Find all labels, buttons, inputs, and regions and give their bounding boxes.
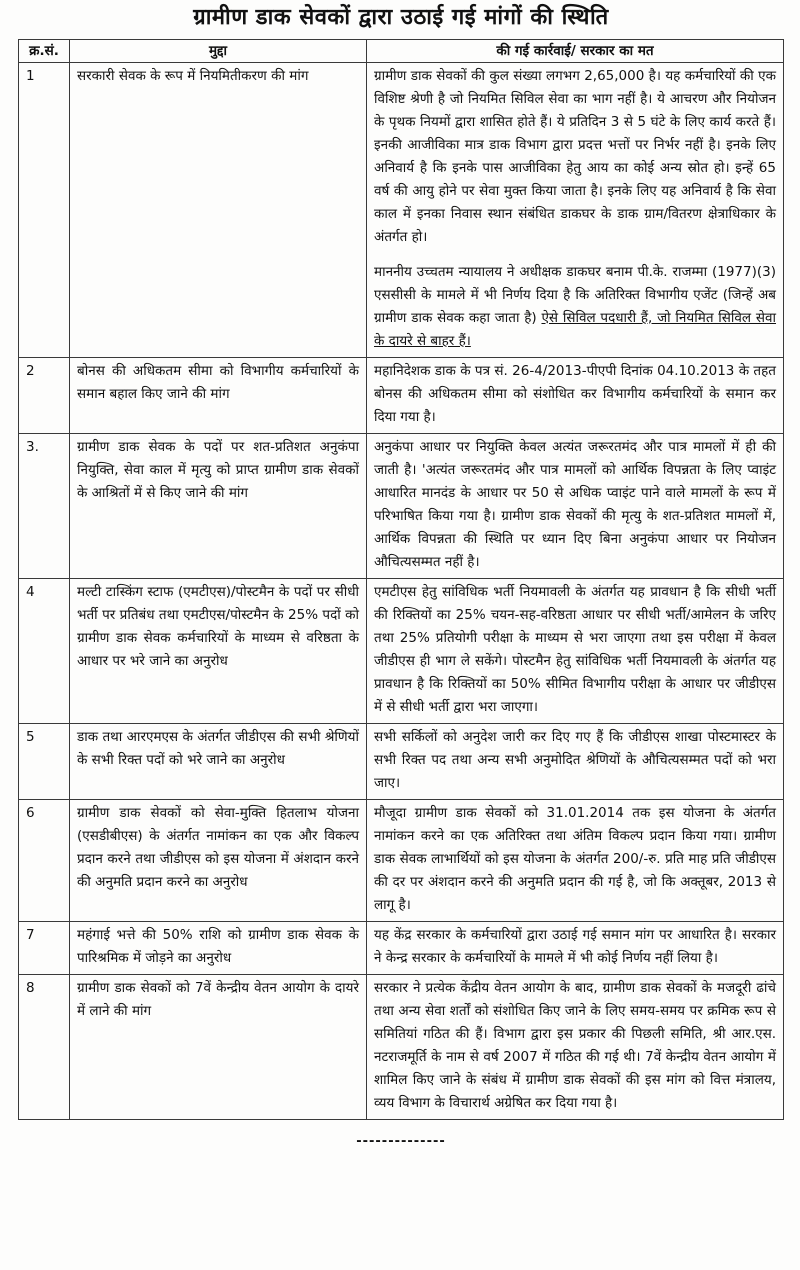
action-paragraph: सरकार ने प्रत्येक केंद्रीय वेतन आयोग के बाद, ग्रामीण डाक सेवकों के मजदूरी ढांचे तथा अन्य सेवा शर्तों को संशोधित किए जाने के लिए समय-समय पर क्रमिक रूप से समितियां गठित की हैं। विभाग द्वारा इस प्रकार की पिछली समिति, श्री आर.एस. नटराजमूर्ति के नाम से वर्ष 2007 में गठित की गई थी। 7वें केन्द्रीय वेतन आयोग में शामिल किए जाने के संबंध में ग्रामीण डाक सेवकों की इस मांग को वित्त मंत्रालय, व्यय विभाग के विचारार्थ अग्रेषित कर दिया गया है। <box>374 979 776 1111</box>
table-row <box>19 433 784 578</box>
row-serial-number: 8 <box>19 974 70 1119</box>
action-paragraph: अनुकंपा आधार पर नियुक्ति केवल अत्यंत जरूरतमंद और पात्र मामलों में ही की जाती है। 'अत्यंत जरूरतमंद और पात्र मामलों को आर्थिक विपन्नता के लिए प्वाइंट आधारित मानदंड के आधार पर 50 से अधिक प्वाइंट पाने वाले मामलों के रूप में परिभाषित किया गया है। ग्रामीण डाक सेवकों की मृत्यु के शत-प्रतिशत मामलों में, आर्थिक विपन्नता की स्थिति पर ध्यान दिए बिना अनुकंपा आधार पर नियोजन औचित्यसम्मत नहीं है। <box>374 438 776 570</box>
action-paragraph: महानिदेशक डाक के पत्र सं. 26-4/2013-पीएपी दिनांक 04.10.2013 के तहत बोनस की अधिकतम सीमा को संशोधित कर विभागीय कर्मचारियों के समान कर दिया गया है। <box>374 362 776 425</box>
table-row <box>19 799 784 921</box>
table-row <box>19 357 784 433</box>
row-serial-number: 3. <box>19 433 70 578</box>
row-issue-text: डाक तथा आरएमएस के अंतर्गत जीडीएस की सभी श्रेणियों के सभी रिक्त पदों को भरे जाने का अनुरोध <box>70 723 367 799</box>
action-paragraph: एमटीएस हेतु सांविधिक भर्ती नियमावली के अंतर्गत यह प्रावधान है कि सीधी भर्ती की रिक्तियों का 25% चयन-सह-वरिष्ठता आधार पर सीधी भर्ती/आमेलन के जरिए तथा 25% प्रतियोगी परीक्षा के माध्यम से भरा जाएगा तथा इस परीक्षा में केवल जीडीएस ही भाग ले सकेंगे। पोस्टमैन हेतु सांविधिक भर्ती नियमावली के अंतर्गत यह प्रावधान है कि रिक्तियों का 50% सीमित विभागीय परीक्षा के आधार पर जीडीएस में से सीधी भर्ती द्वारा भरा जाएगा। <box>374 583 776 715</box>
action-paragraph: माननीय उच्चतम न्यायालय ने अधीक्षक डाकघर बनाम पी.के. राजम्मा (1977)(3) एससीसी के मामले में भी निर्णय दिया है कि अतिरिक्त विभागीय एजेंट (जिन्हें अब ग्रामीण डाक सेवक कहा जाता है) ऐसे सिविल पदधारी हैं, जो नियमित सिविल सेवा के दायरे से बाहर हैं। <box>374 263 777 349</box>
table-header <box>19 39 784 62</box>
table-body <box>19 62 784 1119</box>
table-row <box>19 723 784 799</box>
action-paragraph: मौजूदा ग्रामीण डाक सेवकों को 31.01.2014 तक इस योजना के अंतर्गत नामांकन करने का एक अतिरिक्त तथा अंतिम विकल्प प्रदान किया गया। ग्रामीण डाक सेवक लाभार्थियों को इस योजना के अंतर्गत 200/-रु. प्रति माह प्रति जीडीएस की दर पर अंशदान करने की अनुमति प्रदान की गई है, जो कि अक्तूबर, 2013 से लागू है। <box>374 804 776 913</box>
row-issue-text: सरकारी सेवक के रूप में नियमितीकरण की मांग <box>70 62 367 357</box>
row-action-text <box>367 799 784 921</box>
row-action-text <box>367 433 784 578</box>
row-serial-number: 6 <box>19 799 70 921</box>
table-row <box>19 974 784 1119</box>
row-action-text <box>367 723 784 799</box>
row-issue-text: मल्टी टास्किंग स्टाफ (एमटीएस)/पोस्टमैन के पदों पर सीधी भर्ती पर प्रतिबंध तथा एमटीएस/पोस्टमैन के 25% पदों को ग्रामीण डाक सेवक कर्मचारियों के माध्यम से वरिष्ठता के आधार पर भरे जाने का अनुरोध <box>70 578 367 723</box>
row-issue-text: बोनस की अधिकतम सीमा को विभागीय कर्मचारियों के समान बहाल किए जाने की मांग <box>70 357 367 433</box>
row-serial-number: 4 <box>19 578 70 723</box>
row-action-text <box>367 974 784 1119</box>
row-serial-number: 1 <box>19 62 70 357</box>
action-paragraph: सभी सर्किलों को अनुदेश जारी कर दिए गए हैं कि जीडीएस शाखा पोस्टमास्टर के सभी रिक्त पद तथा अन्य सभी अनुमोदित श्रेणियों के औचित्यसम्मत पदों को भरा जाए। <box>374 728 776 791</box>
header-issue: मुद्दा <box>70 39 367 62</box>
row-serial-number: 5 <box>19 723 70 799</box>
table-row <box>19 921 784 974</box>
row-issue-text: महंगाई भत्ते की 50% राशि को ग्रामीण डाक सेवक के पारिश्रमिक में जोड़ने का अनुरोध <box>70 921 367 974</box>
row-action-text <box>367 357 784 433</box>
table-row <box>19 578 784 723</box>
action-paragraph: यह केंद्र सरकार के कर्मचारियों द्वारा उठाई गई समान मांग पर आधारित है। सरकार ने केन्द्र सरकार के कर्मचारियों के मामले में भी कोई निर्णय नहीं लिया है। <box>374 926 776 966</box>
header-serial: क्र.सं. <box>19 39 70 62</box>
table-row <box>19 62 784 357</box>
row-issue-text: ग्रामीण डाक सेवकों को सेवा-मुक्ति हितलाभ योजना (एसडीबीएस) के अंतर्गत नामांकन का एक और विकल्प प्रदान करने तथा जीडीएस को इस योजना में अंशदान करने की अनुमति प्रदान करने का अनुरोध <box>70 799 367 921</box>
action-paragraph: ग्रामीण डाक सेवकों की कुल संख्या लगभग 2,65,000 है। यह कर्मचारियों की एक विशिष्ट श्रेणी है जो नियमित सिविल सेवा का भाग नहीं है। ये आचरण और नियोजन के पृथक नियमों द्वारा शासित होते हैं। ये प्रतिदिन 3 से 5 घंटे के लिए कार्य करते हैं। इनकी आजीविका मात्र डाक विभाग द्वारा प्रदत्त भत्तों पर निर्भर नहीं है। इनके लिए अनिवार्य है कि इनके पास आजीविका हेतु आय का कोई अन्य स्रोत हो। इन्हें 65 वर्ष की आयु होने पर सेवा मुक्त किया जाता है। इनके लिए यह अनिवार्य है कि सेवा काल में इनका निवास स्थान संबंधित डाकघर के डाक ग्राम/वितरण क्षेत्राधिकार के अंतर्गत हो। <box>374 67 776 245</box>
row-issue-text: ग्रामीण डाक सेवकों को 7वें केन्द्रीय वेतन आयोग के दायरे में लाने की मांग <box>70 974 367 1119</box>
demands-table <box>18 39 784 1120</box>
header-row <box>19 39 784 62</box>
row-action-text <box>367 921 784 974</box>
row-serial-number: 7 <box>19 921 70 974</box>
page-footer-dashes: -------------- <box>356 1133 446 1149</box>
header-action: की गई कार्रवाई/ सरकार का मत <box>367 39 784 62</box>
page-title: ग्रामीण डाक सेवकों द्वारा उठाई गई मांगों की स्थिति <box>193 5 609 30</box>
row-action-text <box>367 62 784 357</box>
row-issue-text: ग्रामीण डाक सेवक के पदों पर शत-प्रतिशत अनुकंपा नियुक्ति, सेवा काल में मृत्यु को प्राप्त ग्रामीण डाक सेवकों के आश्रितों में से किए जाने की मांग <box>70 433 367 578</box>
row-action-text <box>367 578 784 723</box>
row-serial-number: 2 <box>19 357 70 433</box>
